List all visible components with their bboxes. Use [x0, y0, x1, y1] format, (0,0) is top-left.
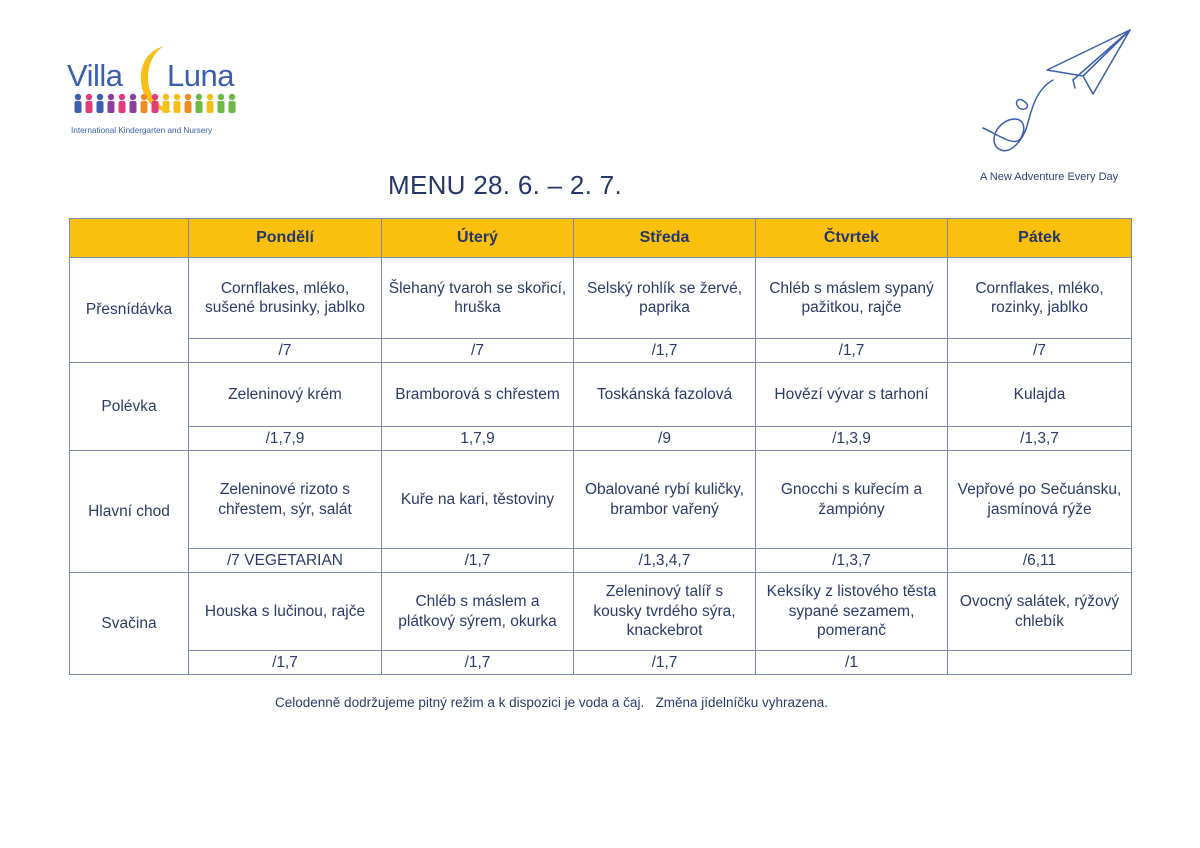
allergen-cell: /7 — [382, 339, 574, 363]
allergen-cell: /1,7 — [382, 549, 574, 573]
meal-cell: Chléb s máslem a plátkový sýrem, okurka — [382, 573, 574, 651]
allergen-cell: /7 — [189, 339, 382, 363]
allergen-cell: /1,3,4,7 — [574, 549, 756, 573]
meal-cell: Chléb s máslem sypaný pažitkou, rajče — [756, 258, 948, 339]
allergen-cell: /9 — [574, 427, 756, 451]
meal-cell: Gnocchi s kuřecím a žampióny — [756, 451, 948, 549]
logo-subtitle: International Kindergarten and Nursery — [71, 126, 213, 135]
allergen-cell: /1,7 — [189, 651, 382, 675]
paper-plane-icon — [975, 22, 1140, 162]
allergen-cell: 1,7,9 — [382, 427, 574, 451]
day-header: Pátek — [948, 219, 1132, 258]
allergen-cell: /1 — [756, 651, 948, 675]
page-title: MENU 28. 6. – 2. 7. — [388, 170, 623, 200]
allergen-cell: /1,7 — [574, 339, 756, 363]
meal-cell: Šlehaný tvaroh se skořicí, hruška — [382, 258, 574, 339]
allergen-cell: /1,7 — [756, 339, 948, 363]
allergen-row — [70, 427, 1132, 451]
day-header: Středa — [574, 219, 756, 258]
meal-cell: Bramborová s chřestem — [382, 363, 574, 427]
meal-cell: Cornflakes, mléko, rozinky, jablko — [948, 258, 1132, 339]
allergen-cell: /1,7 — [574, 651, 756, 675]
meal-label: Svačina — [70, 573, 189, 675]
allergen-cell: /1,7,9 — [189, 427, 382, 451]
meal-label: Přesnídávka — [70, 258, 189, 363]
villa-luna-logo — [64, 44, 254, 144]
meal-label: Hlavní chod — [70, 451, 189, 573]
table-header-row — [70, 219, 1132, 258]
allergen-cell: /1,7 — [382, 651, 574, 675]
meal-cell: Houska s lučinou, rajče — [189, 573, 382, 651]
meal-cell: Hovězí vývar s tarhoní — [756, 363, 948, 427]
logo-word-right: Luna — [167, 58, 234, 93]
meal-label: Polévka — [70, 363, 189, 451]
meal-cell: Zeleninový krém — [189, 363, 382, 427]
allergen-cell: /7 — [948, 339, 1132, 363]
meal-cell: Kulajda — [948, 363, 1132, 427]
allergen-row — [70, 549, 1132, 573]
meal-cell: Zeleninové rizoto s chřestem, sýr, salát — [189, 451, 382, 549]
day-header: Čtvrtek — [756, 219, 948, 258]
meal-cell: Kuře na kari, těstoviny — [382, 451, 574, 549]
meal-cell: Cornflakes, mléko, sušené brusinky, jablko — [189, 258, 382, 339]
meal-cell: Selský rohlík se žervé, paprika — [574, 258, 756, 339]
allergen-cell — [948, 651, 1132, 675]
footer-note: Celodenně dodržujeme pitný režim a k dispozici je voda a čaj. Změna jídelníčku vyhrazena. — [275, 695, 829, 710]
allergen-cell: /1,3,7 — [948, 427, 1132, 451]
tagline: A New Adventure Every Day — [980, 171, 1119, 183]
meal-row — [70, 451, 1132, 549]
header-corner-cell — [70, 219, 189, 258]
meal-cell: Ovocný salátek, rýžový chlebík — [948, 573, 1132, 651]
allergen-cell: /7 VEGETARIAN — [189, 549, 382, 573]
allergen-row — [70, 651, 1132, 675]
meal-row — [70, 363, 1132, 427]
allergen-cell: /1,3,9 — [756, 427, 948, 451]
day-header: Úterý — [382, 219, 574, 258]
logo-word-left: Villa — [67, 58, 123, 93]
meal-cell: Vepřové po Sečuánsku, jasmínová rýže — [948, 451, 1132, 549]
meal-row — [70, 573, 1132, 651]
meal-cell: Obalované rybí kuličky, brambor vařený — [574, 451, 756, 549]
day-header: Pondělí — [189, 219, 382, 258]
children-figures-icon — [72, 92, 240, 116]
meal-cell: Keksíky z listového těsta sypané sezamem, pomeranč — [756, 573, 948, 651]
allergen-cell: /6,11 — [948, 549, 1132, 573]
allergen-cell: /1,3,7 — [756, 549, 948, 573]
meal-cell: Toskánská fazolová — [574, 363, 756, 427]
weekly-menu-table — [69, 218, 1132, 675]
allergen-row — [70, 339, 1132, 363]
meal-row — [70, 258, 1132, 339]
meal-cell: Zeleninový talíř s kousky tvrdého sýra, knackebrot — [574, 573, 756, 651]
